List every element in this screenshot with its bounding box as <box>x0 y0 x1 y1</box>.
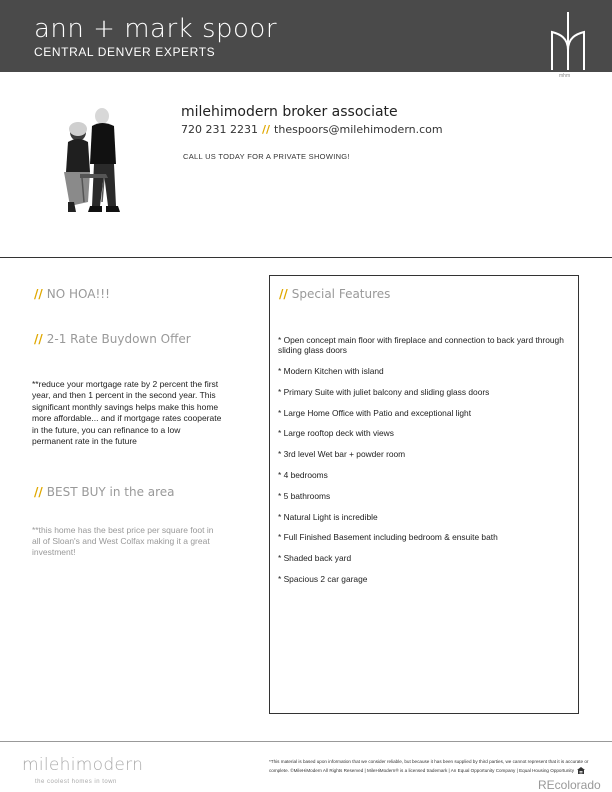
feature-item: * Open concept main floor with fireplace and connection to back yard through sliding glass doors <box>278 335 564 356</box>
agent-email[interactable]: thespoors@milehimodern.com <box>274 123 443 136</box>
footer-divider <box>0 741 612 742</box>
special-features-label: Special Features <box>291 287 391 301</box>
page-title: ann + mark spoor <box>34 14 278 44</box>
feature-item: * 3rd level Wet bar + powder room <box>278 449 406 460</box>
special-features-box <box>269 275 579 714</box>
agent-role: milehimodern broker associate <box>181 104 398 120</box>
milehimodern-logo <box>546 10 590 70</box>
best-buy-label: BEST BUY in the area <box>46 485 175 499</box>
feature-item: * 5 bathrooms <box>278 490 331 501</box>
page-subtitle: CENTRAL DENVER EXPERTS <box>34 45 216 59</box>
section-divider <box>0 257 612 258</box>
call-to-action: CALL US TODAY FOR A PRIVATE SHOWING! <box>183 152 350 161</box>
feature-item: * Large rooftop deck with views <box>278 428 394 439</box>
footer-tagline: the coolest homes in town <box>35 779 117 785</box>
buydown-description: **reduce your mortgage rate by 2 percent the first year, and then 1 percent in the second year. This significant monthly savings helps make this home more affordable... and if mortgage rates cooperate in the future, you can refinance to a low permanent rate in the future <box>32 379 222 447</box>
feature-item: * Shaded back yard <box>278 553 352 564</box>
special-features-heading <box>279 287 390 301</box>
feature-item: * Full Finished Basement including bedroom & ensuite bath <box>278 532 498 543</box>
contact-separator: // <box>261 123 271 136</box>
feature-item: * Large Home Office with Patio and exceptional light <box>278 407 472 418</box>
no-hoa-heading <box>34 287 110 301</box>
best-buy-description: **this home has the best price per square foot in all of Sloan's and West Colfax making it a great investment! <box>32 525 214 557</box>
feature-item: * Primary Suite with juliet balcony and sliding glass doors <box>278 386 490 397</box>
heading-slash: // <box>34 287 43 301</box>
feature-item: * Modern Kitchen with island <box>278 366 384 376</box>
feature-item: * 4 bedrooms <box>278 469 328 480</box>
recolorado-watermark: REcolorado <box>538 778 601 792</box>
feature-item: * Natural Light is incredible <box>278 511 378 522</box>
buydown-label: 2-1 Rate Buydown Offer <box>46 332 191 346</box>
heading-slash: // <box>34 332 43 346</box>
features-list <box>278 335 570 595</box>
agent-phone[interactable]: 720 231 2231 <box>181 123 258 136</box>
no-hoa-label: NO HOA!!! <box>46 287 110 301</box>
agent-photo <box>50 102 126 220</box>
heading-slash: // <box>279 287 288 301</box>
footer-brand-logo: milehimodern <box>22 755 144 775</box>
header-band <box>0 0 612 72</box>
agent-contact <box>181 123 443 136</box>
heading-slash: // <box>34 485 43 499</box>
best-buy-heading <box>34 485 175 499</box>
buydown-heading <box>34 332 191 346</box>
footer-disclaimer <box>269 757 599 775</box>
disclaimer-text: *This material is based upon information that we consider reliable, but because it has been supplied by third parties, we cannot represent that it is accurate or complete. ©MileHiModern All Rights Reserved | MileHiModern® is a licensed trademark | An Equal Opportunity Company | Equal Housing Opportunity <box>269 759 589 773</box>
feature-item: * Spacious 2 car garage <box>278 573 368 584</box>
equal-housing-icon <box>577 767 585 774</box>
logo-caption: mhm <box>559 73 571 79</box>
